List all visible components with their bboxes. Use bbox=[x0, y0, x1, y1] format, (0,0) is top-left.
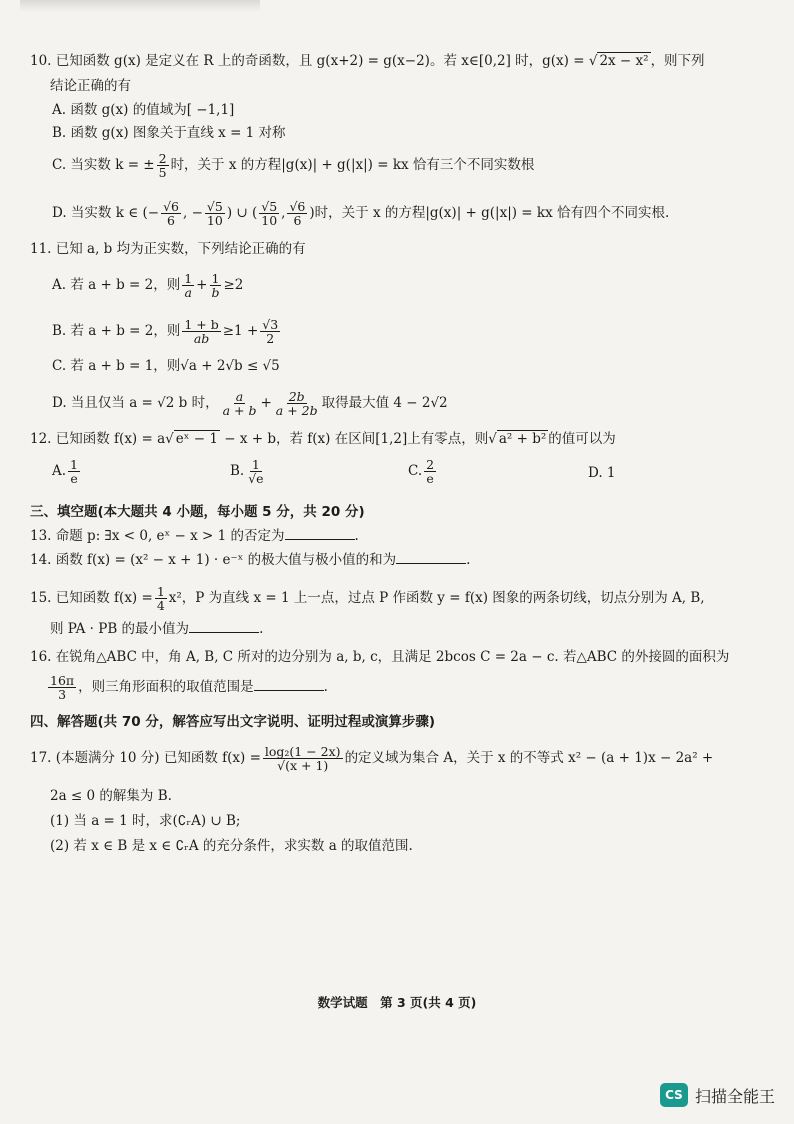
q11-option-d: D. 当且仅当 a = √2 b 时， $\frac{a}{a + b}$ + $\frac{2b}{a + 2b}$ 取得最大值 4 − 2√2 bbox=[52, 389, 448, 418]
fraction: $\frac{1}{b}$ bbox=[211, 271, 220, 300]
fraction: $\frac{1}{4}$ bbox=[156, 584, 165, 613]
fraction: $\frac{√6}{6}$ bbox=[289, 199, 306, 228]
fraction: $\frac{1}{a}$ bbox=[184, 271, 193, 300]
fraction: $\frac{√5}{10}$ bbox=[261, 199, 278, 228]
camscanner-watermark-text: 扫描全能王 bbox=[695, 1087, 776, 1106]
fraction: $\frac{\text{log₂(1 − 2x)}}{√(x + 1)}$ bbox=[264, 744, 341, 773]
fraction: $\frac{√5}{10}$ bbox=[206, 199, 223, 228]
q17-line1: 17. (本题满分 10 分) 已知函数 f(x) = $\frac{\text{log₂(1 − 2x)}}{√(x + 1)}$ 的定义域为集合 A，关于 x 的不等式 x² − (a + 1)x − 2a² + bbox=[30, 744, 714, 773]
q15-line2: 则 PA · PB 的最小值为 . bbox=[50, 621, 264, 637]
fraction: $\frac{√3}{2}$ bbox=[262, 317, 279, 346]
fraction: $\frac{1}{e}$ bbox=[70, 457, 78, 486]
fraction: $\frac{2}{e}$ bbox=[426, 457, 435, 486]
q10-option-d: D. 当实数 k ∈ (− $\frac{√6}{6}$ , − $\frac{√5}{10}$ ) ∪ ( $\frac{√5}{10}$ , $\frac{√6}{6}$ )时，关于 x 的方程|g(x)| + g(|x|) = kx 恰有四个不同实根. bbox=[52, 199, 670, 228]
q11-option-c: C. 若 a + b = 1，则√a + 2√b ≤ √5 bbox=[52, 358, 280, 374]
q12-option-d: D. 1 bbox=[588, 465, 616, 481]
section-answer-heading: 四、解答题(共 70 分，解答应写出文字说明、证明过程或演算步骤) bbox=[30, 714, 436, 730]
q10-line1: 10. 已知函数 g(x) 是定义在 R 上的奇函数，且 g(x+2) = g(x−2)。若 x∈[0,2] 时，g(x) = √ 2x − x² ，则下列 bbox=[30, 53, 705, 69]
q10-option-b: B. 函数 g(x) 图象关于直线 x = 1 对称 bbox=[52, 125, 286, 141]
answer-blank bbox=[285, 527, 355, 540]
fraction: $\frac{√6}{6}$ bbox=[163, 199, 179, 228]
fraction: $\frac{16\pi}{3}$ bbox=[50, 673, 75, 702]
page-footer: 数学试题 第 3 页(共 4 页) bbox=[317, 995, 477, 1010]
camscanner-logo-icon: CS bbox=[660, 1083, 688, 1107]
fraction: $\frac{a}{a + b}$ bbox=[222, 389, 257, 418]
q14: 14. 函数 f(x) = (x² − x + 1) · e⁻ˣ 的极大值与极小值的和为 . bbox=[30, 552, 471, 568]
q16-line2: $\frac{16\pi}{3}$ ，则三角形面积的取值范围是 . bbox=[50, 673, 328, 702]
q11-option-b: B. 若 a + b = 2，则 $\frac{1 + b}{ab}$ ≥1 + $\frac{√3}{2}$ bbox=[52, 317, 279, 346]
answer-blank bbox=[396, 551, 466, 564]
q12-option-b: B. $\frac{1}{√e}$ bbox=[230, 457, 264, 486]
q11-stem: 11. 已知 a, b 均为正实数，下列结论正确的有 bbox=[30, 241, 306, 257]
q15-line1: 15. 已知函数 f(x) = $\frac{1}{4}$ x²，P 为直线 x = 1 上一点，过点 P 作函数 y = f(x) 图象的两条切线，切点分别为 A, B, bbox=[30, 584, 705, 613]
q17-part1: (1) 当 a = 1 时，求(∁ᵣA) ∪ B; bbox=[50, 813, 241, 829]
q17-part2: (2) 若 x ∈ B 是 x ∈ ∁ᵣA 的充分条件，求实数 a 的取值范围. bbox=[50, 838, 413, 854]
q10-sqrt: √ 2x − x² bbox=[588, 53, 649, 69]
q12-stem: 12. 已知函数 f(x) = a√ eˣ − 1 − x + b，若 f(x) 在区间[1,2]上有零点，则√ a² + b² 的值可以为 bbox=[30, 431, 616, 447]
q10-option-c: C. 当实数 k = ± $\frac{2}{5}$ 时，关于 x 的方程|g(x)| + g(|x|) = kx 恰有三个不同实数根 bbox=[52, 151, 535, 180]
q11-option-a: A. 若 a + b = 2，则 $\frac{1}{a}$ + $\frac{1}{b}$ ≥2 bbox=[52, 271, 244, 300]
answer-blank bbox=[189, 620, 259, 633]
section-fill-in-heading: 三、填空题(本大题共 4 小题，每小题 5 分，共 20 分) bbox=[30, 504, 365, 520]
q10-stem: 10. 已知函数 g(x) 是定义在 R 上的奇函数，且 g(x+2) = g(x−2)。若 x∈[0,2] 时，g(x) = bbox=[30, 53, 589, 69]
answer-blank bbox=[254, 678, 324, 691]
fraction: $\frac{2b}{a + 2b}$ bbox=[275, 389, 318, 418]
q13: 13. 命题 p: ∃x < 0, eˣ − x > 1 的否定为 . bbox=[30, 528, 359, 544]
scan-edge-mark bbox=[20, 0, 260, 12]
q16-line1: 16. 在锐角△ABC 中，角 A, B, C 所对的边分别为 a, b, c，且满足 2bcos C = 2a − c. 若△ABC 的外接圆的面积为 bbox=[30, 649, 730, 665]
fraction: $\frac{1}{√e}$ bbox=[248, 457, 264, 486]
fraction: $\frac{1 + b}{ab}$ bbox=[184, 317, 219, 346]
q12-option-a: A. $\frac{1}{e}$ bbox=[52, 457, 78, 486]
q10-line2: 结论正确的有 bbox=[50, 78, 131, 94]
q17-line2: 2a ≤ 0 的解集为 B. bbox=[50, 788, 172, 804]
q10-option-a: A. 函数 g(x) 的值域为[ −1,1] bbox=[52, 102, 235, 118]
fraction: $\frac{2}{5}$ bbox=[158, 151, 167, 180]
q12-option-c: C. $\frac{2}{e}$ bbox=[408, 457, 435, 486]
